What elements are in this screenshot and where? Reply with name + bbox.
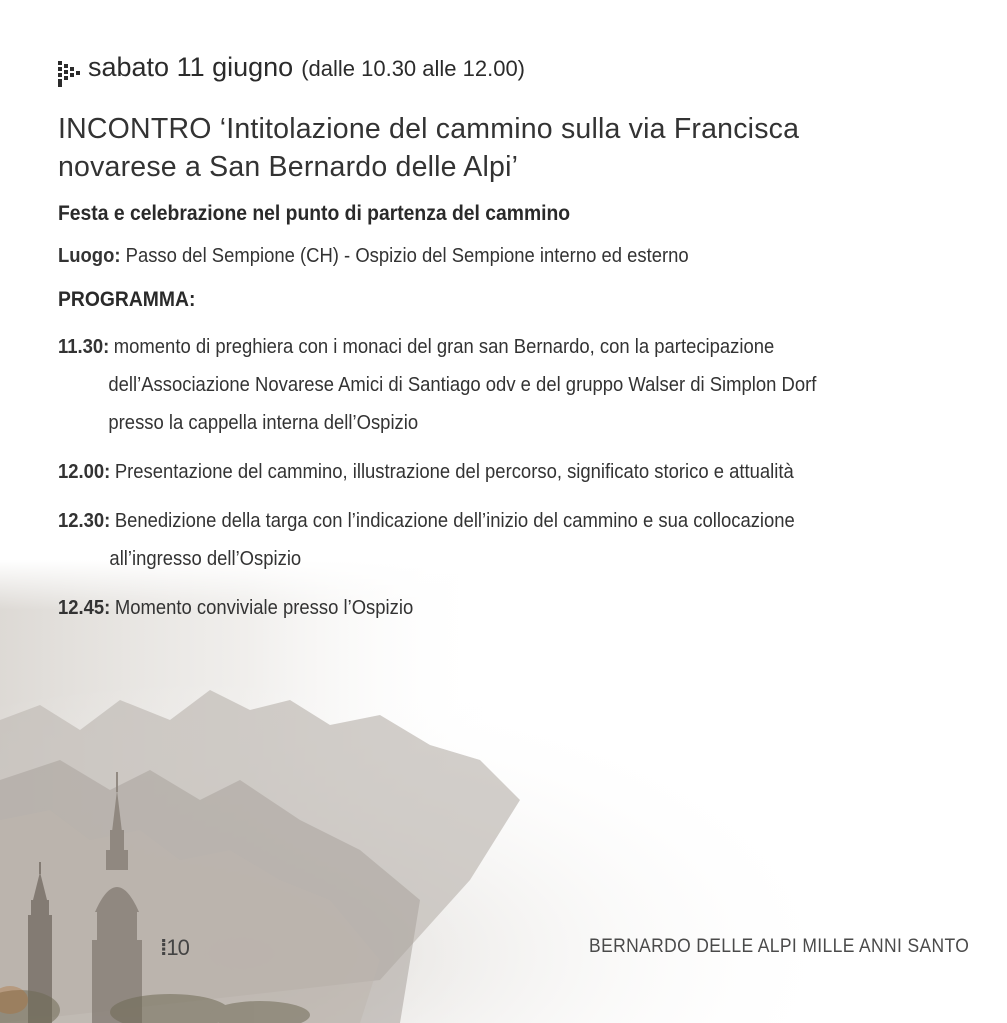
program-item <box>58 453 985 491</box>
program-line: Momento conviviale presso l’Ospizio <box>114 596 414 619</box>
program-line: momento di preghiera con i monaci del gran san Bernardo, con la partecipazione <box>113 335 775 358</box>
program-item <box>58 589 985 627</box>
program-text <box>109 502 970 578</box>
program-time: 12.45: <box>58 596 111 619</box>
place-value: Passo del Sempione (CH) - Ospizio del Sempione interno ed esterno <box>125 244 689 267</box>
event-content <box>58 52 988 638</box>
program-time: 12.30: <box>58 509 111 532</box>
footer-book-title: BERNARDO DELLE ALPI MILLE ANNI SANTO <box>588 936 969 957</box>
event-subtitle: Festa e celebrazione nel punto di partenza del cammino <box>58 202 571 225</box>
program-line: Benedizione della targa con l’indicazione dell’inizio del cammino e sua collocazione <box>114 509 795 532</box>
program-item <box>58 502 985 578</box>
program-text <box>108 328 969 442</box>
program-line: dell’Associazione Novarese Amici di Santiago odv e del gruppo Walser di Simplon Dorf <box>108 373 817 396</box>
page-number-mark-icon: ⁞ <box>160 935 167 960</box>
program-item <box>58 328 985 442</box>
place-label: Luogo: <box>58 244 121 267</box>
program-text <box>115 453 970 491</box>
program-list <box>58 328 988 627</box>
program-line: Presentazione del cammino, illustrazione del percorso, significato storico e attualità <box>114 460 794 483</box>
event-date: sabato 11 giugno <box>88 52 294 82</box>
date-line <box>58 52 988 96</box>
program-time: 12.00: <box>58 460 111 483</box>
event-hours: (dalle 10.30 alle 12.00) <box>301 56 526 81</box>
program-line: all’ingresso dell’Ospizio <box>109 547 302 570</box>
page-number-value: 10 <box>166 935 189 960</box>
event-place <box>58 244 895 268</box>
program-text <box>115 589 970 627</box>
event-title-line-1: INCONTRO ‘Intitolazione del cammino sulla via Francisca <box>58 113 800 145</box>
event-title-line-2: novarese a San Bernardo delle Alpi’ <box>58 151 519 183</box>
program-line: presso la cappella interna dell’Ospizio <box>108 411 419 434</box>
page-number <box>160 935 189 961</box>
dotted-arrow-icon <box>58 61 82 87</box>
event-title <box>58 110 988 186</box>
program-heading: PROGRAMMA: <box>58 288 196 311</box>
program-time: 11.30: <box>58 335 110 358</box>
